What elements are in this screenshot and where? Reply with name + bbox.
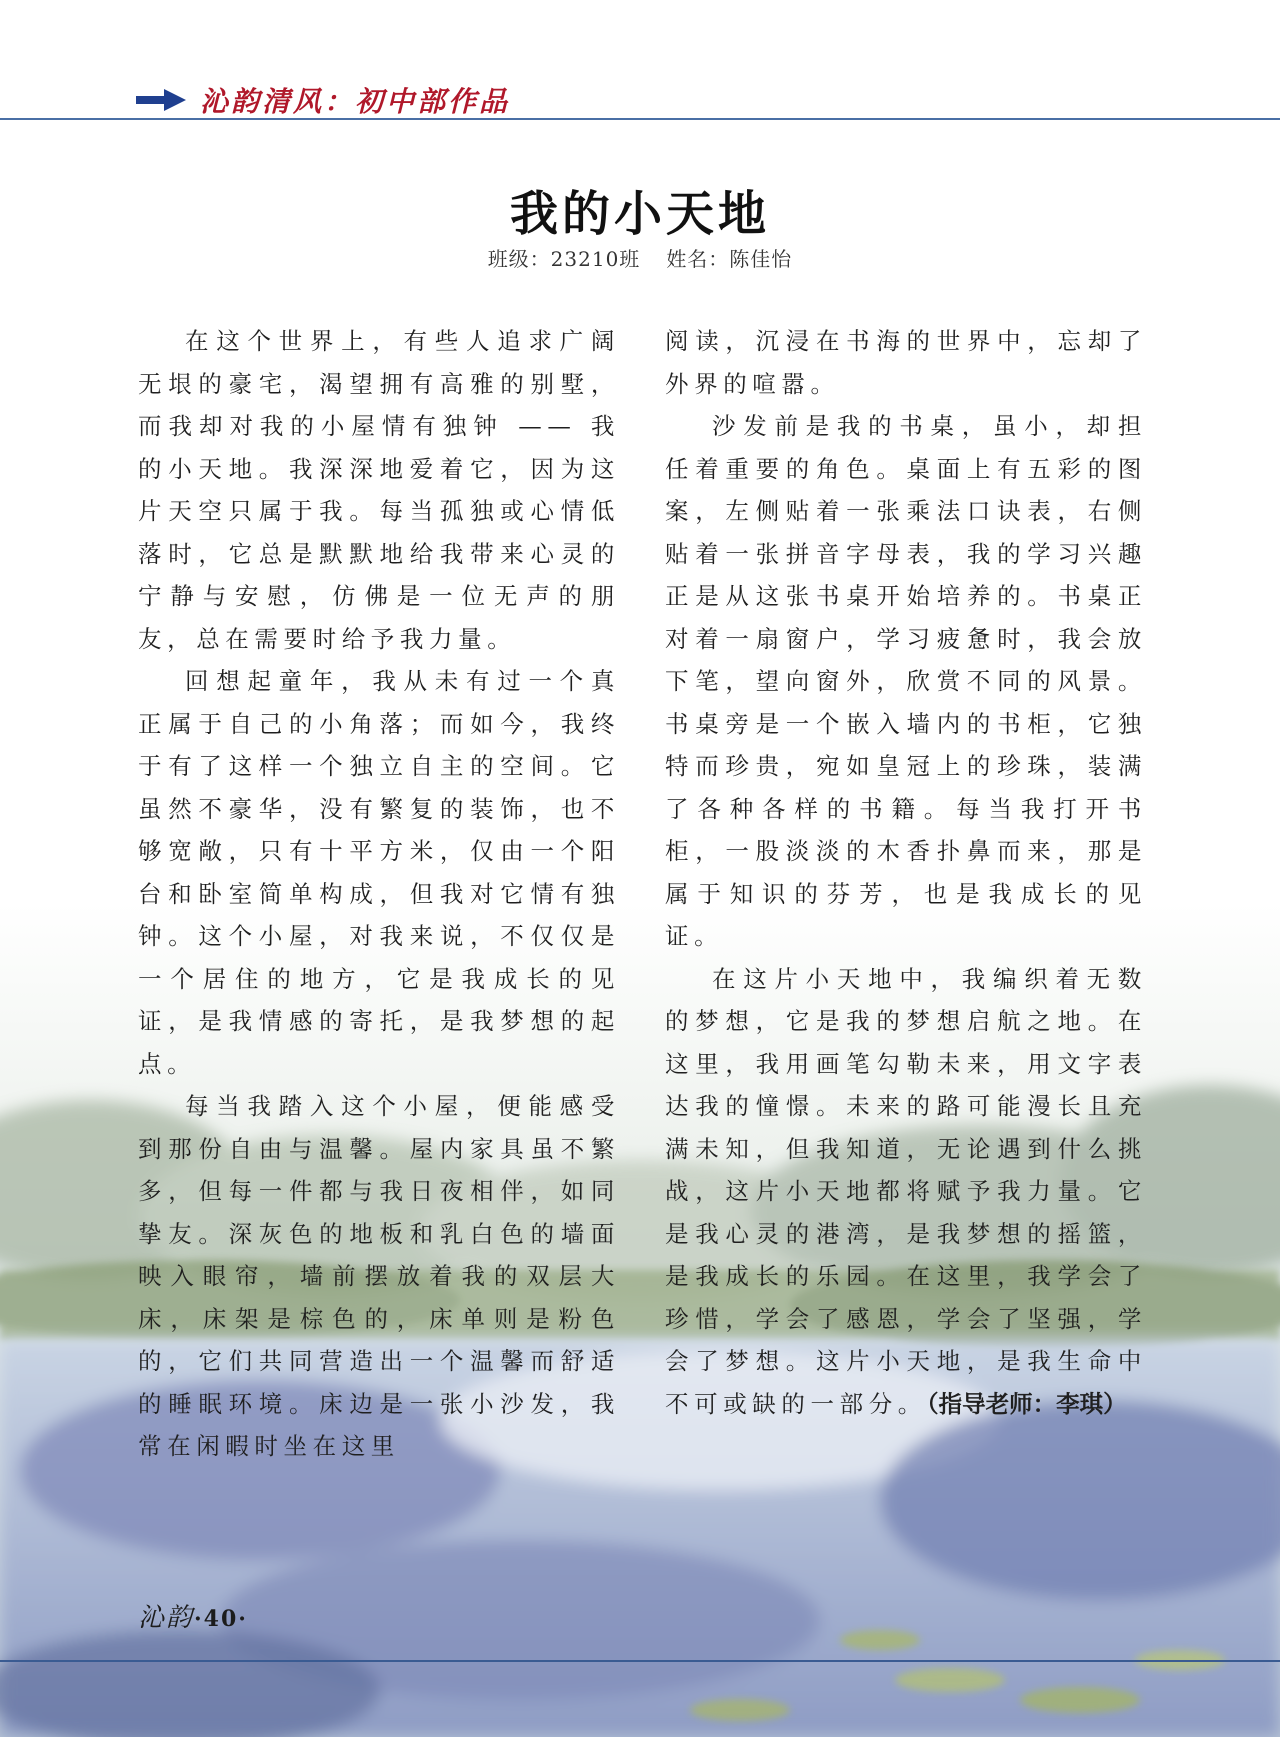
- byline-class: 班级：23210班: [487, 247, 641, 271]
- advisor-credit: （指导老师：李琪）: [926, 1389, 1127, 1418]
- article-title: 我的小天地: [509, 186, 770, 242]
- right-column: [665, 320, 1147, 1425]
- paragraph-continued: 阅读，沉浸在书海的世界中，忘却了外界的喧嚣。: [665, 327, 1147, 398]
- magazine-name: 沁韵: [138, 1603, 195, 1633]
- byline: [0, 243, 1280, 272]
- arrow-right-icon: [136, 89, 186, 111]
- paragraph: 每当我踏入这个小屋，便能感受到那份自由与温馨。屋内家具虽不繁多，但每一件都与我日夜相伴，如同挚友。深灰色的地板和乳白色的墙面映入眼帘，墙前摆放着我的双层大床，床架是棕色的，床单则是粉色的，它们共同营造出一个温馨而舒适的睡眠环境。床边是一张小沙发，我常在闲暇时坐在这里: [138, 1092, 620, 1460]
- page-footer: [138, 1597, 248, 1634]
- byline-name: 姓名：陈佳怡: [666, 247, 793, 271]
- section-header: [136, 82, 510, 118]
- paragraph-last: [665, 958, 1147, 1426]
- header-divider: [0, 118, 1280, 120]
- paragraph: 在这个世界上，有些人追求广阔无垠的豪宅，渴望拥有高雅的别墅，而我却对我的小屋情有独钟 —— 我的小天地。我深深地爱着它，因为这片天空只属于我。每当孤独或心情低落时，它总是默默地给我带来心灵的宁静与安慰，仿佛是一位无声的朋友，总在需要时给予我力量。: [138, 327, 620, 653]
- left-column: [138, 320, 620, 1468]
- page-number: ·40·: [194, 1606, 248, 1632]
- section-title: 沁韵清风：初中部作品: [200, 85, 511, 118]
- paragraph: 回想起童年，我从未有过一个真正属于自己的小角落；而如今，我终于有了这样一个独立自主的空间。它虽然不豪华，没有繁复的装饰，也不够宽敞，只有十平方米，仅由一个阳台和卧室简单构成，但我对它情有独钟。这个小屋，对我来说，不仅仅是一个居住的地方，它是我成长的见证，是我情感的寄托，是我梦想的起点。: [138, 667, 620, 1078]
- footer-divider: [0, 1660, 1280, 1662]
- paragraph-text: 在这片小天地中，我编织着无数的梦想，它是我的梦想启航之地。在这里，我用画笔勾勒未来，用文字表达我的憧憬。未来的路可能漫长且充满未知，但我知道，无论遇到什么挑战，这片小天地都将赋予我力量。它是我心灵的港湾，是我梦想的摇篮，是我成长的乐园。在这里，我学会了珍惜，学会了感恩，学会了坚强，学会了梦想。这片小天地，是我生命中不可或缺的一部分。: [665, 964, 1147, 1418]
- paragraph: 沙发前是我的书桌，虽小，却担任着重要的角色。桌面上有五彩的图案，左侧贴着一张乘法口诀表，右侧贴着一张拼音字母表，我的学习兴趣正是从这张书桌开始培养的。书桌正对着一扇窗户，学习疲惫时，我会放下笔，望向窗外，欣赏不同的风景。书桌旁是一个嵌入墙内的书柜，它独特而珍贵，宛如皇冠上的珍珠，装满了各种各样的书籍。每当我打开书柜，一股淡淡的木香扑鼻而来，那是属于知识的芬芳，也是我成长的见证。: [665, 412, 1147, 950]
